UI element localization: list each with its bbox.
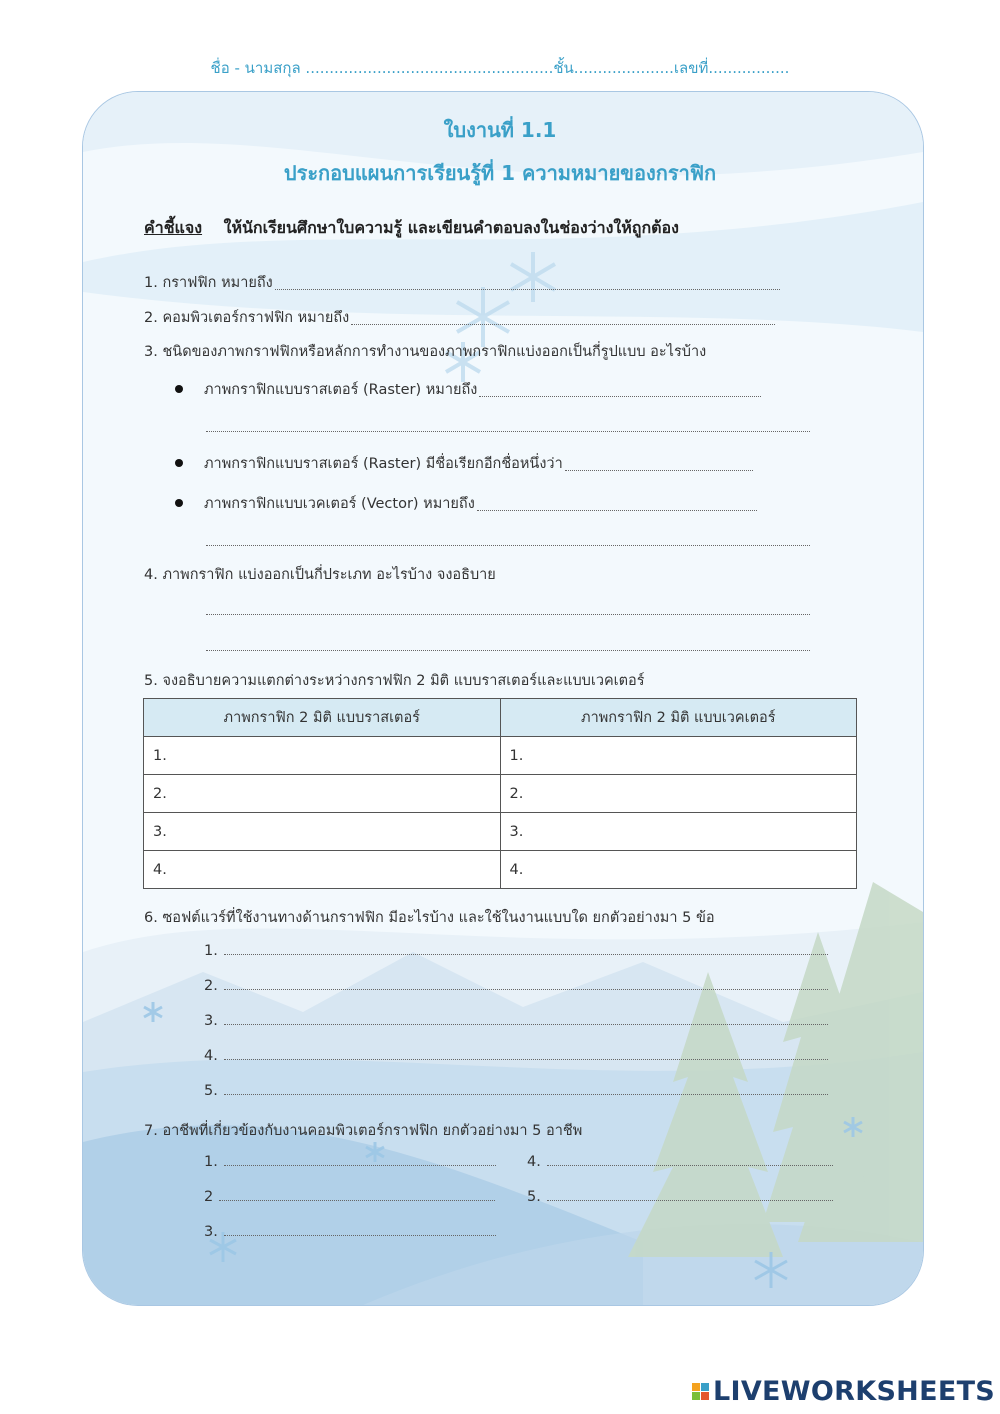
answer-line-q2[interactable] — [351, 323, 775, 325]
liveworksheets-logo — [692, 1376, 995, 1407]
q6-item-number: 2. — [204, 978, 218, 994]
table-row — [144, 813, 857, 851]
table-cell[interactable]: 1. — [144, 737, 501, 775]
answer-line-q6-2[interactable] — [224, 988, 828, 990]
student-info-line: ชื่อ - นามสกุล ....................................................ชั้น.....................เลขที่................. — [210, 59, 790, 77]
brand-name: LIVEWORKSHEETS — [713, 1376, 996, 1407]
question-3-bullet-3-text: ภาพกราฟิกแบบเวคเตอร์ (Vector) หมายถึง — [204, 496, 475, 512]
q7-item-number: 3. — [204, 1224, 218, 1240]
answer-line-q7-4[interactable] — [547, 1164, 833, 1166]
answer-line-q4-1[interactable] — [206, 613, 810, 615]
question-1-text: 1. กราฟฟิก หมายถึง — [144, 275, 273, 291]
bullet-icon — [175, 499, 183, 507]
table-row — [144, 737, 857, 775]
q6-item — [204, 978, 828, 994]
q7-item-number: 1. — [204, 1154, 218, 1170]
answer-line-q3-b1[interactable] — [479, 395, 761, 397]
q7-item-number: 5. — [527, 1189, 541, 1205]
comparison-table — [143, 698, 857, 889]
question-3-bullet-2-text: ภาพกราฟิกแบบราสเตอร์ (Raster) มีชื่อเรียกอีกชื่อหนึ่งว่า — [204, 456, 563, 472]
question-2 — [144, 306, 775, 329]
q6-item — [204, 1013, 828, 1029]
table-header-vector: ภาพกราฟิก 2 มิติ แบบเวคเตอร์ — [500, 699, 857, 737]
table-row — [144, 851, 857, 889]
answer-line-q6-5[interactable] — [224, 1093, 828, 1095]
question-1 — [144, 271, 780, 294]
bullet-icon — [175, 459, 183, 467]
answer-line-q3-b1-2[interactable] — [206, 430, 810, 432]
question-3-bullet-1-text: ภาพกราฟิกแบบราสเตอร์ (Raster) หมายถึง — [204, 382, 478, 398]
worksheet-title: ใบงานที่ 1.1 — [443, 118, 557, 142]
q6-item-number: 1. — [204, 943, 218, 959]
question-3-bullet-1 — [204, 378, 761, 401]
question-3 — [144, 340, 706, 363]
q7-item — [527, 1189, 833, 1205]
question-7-text: 7. อาชีพที่เกี่ยวข้องกับงานคอมพิวเตอร์กราฟฟิก ยกตัวอย่างมา 5 อาชีพ — [144, 1123, 583, 1139]
instruction-text: ให้นักเรียนศึกษาใบความรู้ และเขียนคำตอบลงในช่องว่างให้ถูกต้อง — [223, 218, 679, 237]
answer-line-q7-5[interactable] — [547, 1199, 833, 1201]
table-cell[interactable]: 4. — [144, 851, 501, 889]
table-cell[interactable]: 3. — [500, 813, 857, 851]
answer-line-q3-b3[interactable] — [477, 509, 757, 511]
q6-item — [204, 1048, 828, 1064]
table-cell[interactable]: 2. — [144, 775, 501, 813]
q6-item-number: 4. — [204, 1048, 218, 1064]
instruction-label: คำชี้แจง — [144, 218, 203, 237]
q7-item — [204, 1189, 495, 1205]
table-cell[interactable]: 3. — [144, 813, 501, 851]
table-cell[interactable]: 1. — [500, 737, 857, 775]
answer-line-q6-3[interactable] — [224, 1023, 828, 1025]
q7-item — [527, 1154, 833, 1170]
answer-line-q7-1[interactable] — [224, 1164, 496, 1166]
answer-line-q1[interactable] — [275, 288, 780, 290]
table-header-raster: ภาพกราฟิก 2 มิติ แบบราสเตอร์ — [144, 699, 501, 737]
answer-line-q6-1[interactable] — [224, 953, 828, 955]
question-5 — [144, 669, 645, 692]
question-4-text: 4. ภาพกราฟิก แบ่งออกเป็นกี่ประเภท อะไรบ้าง จงอธิบาย — [144, 567, 496, 583]
table-row — [144, 775, 857, 813]
answer-line-q6-4[interactable] — [224, 1058, 828, 1060]
q6-item-number: 5. — [204, 1083, 218, 1099]
answer-line-q3-b3-2[interactable] — [206, 544, 810, 546]
question-6 — [144, 906, 715, 929]
q7-item-number: 4. — [527, 1154, 541, 1170]
question-3-text: 3. ชนิดของภาพกราฟฟิกหรือหลักการทำงานของภาพกราฟิกแบ่งออกเป็นกี่รูปแบบ อะไรบ้าง — [144, 344, 707, 360]
question-7 — [144, 1119, 582, 1142]
q7-item-number: 2 — [204, 1189, 214, 1205]
q7-item — [204, 1154, 496, 1170]
q7-item — [204, 1224, 496, 1240]
question-3-bullet-3 — [204, 492, 757, 515]
answer-line-q7-3[interactable] — [224, 1234, 496, 1236]
worksheet-subtitle: ประกอบแผนการเรียนรู้ที่ 1 ความหมายของกราฟิก — [283, 161, 717, 185]
answer-line-q4-2[interactable] — [206, 649, 810, 651]
answer-line-q3-b2[interactable] — [565, 469, 753, 471]
q6-item — [204, 1083, 828, 1099]
question-3-bullet-2 — [204, 452, 753, 475]
question-5-text: 5. จงอธิบายความแตกต่างระหว่างกราฟฟิก 2 มิติ แบบราสเตอร์และแบบเวคเตอร์ — [144, 673, 645, 689]
instruction — [144, 216, 679, 241]
bullet-icon — [175, 385, 183, 393]
question-2-text: 2. คอมพิวเตอร์กราฟฟิก หมายถึง — [144, 310, 350, 326]
table-cell[interactable]: 2. — [500, 775, 857, 813]
logo-grid-icon — [692, 1383, 709, 1400]
answer-line-q7-2[interactable] — [219, 1199, 495, 1201]
q6-item — [204, 943, 828, 959]
q6-item-number: 3. — [204, 1013, 218, 1029]
table-cell[interactable]: 4. — [500, 851, 857, 889]
question-6-text: 6. ซอฟต์แวร์ที่ใช้งานทางด้านกราฟฟิก มีอะไรบ้าง และใช้ในงานแบบใด ยกตัวอย่างมา 5 ข้อ — [144, 910, 715, 926]
question-4 — [144, 563, 496, 586]
